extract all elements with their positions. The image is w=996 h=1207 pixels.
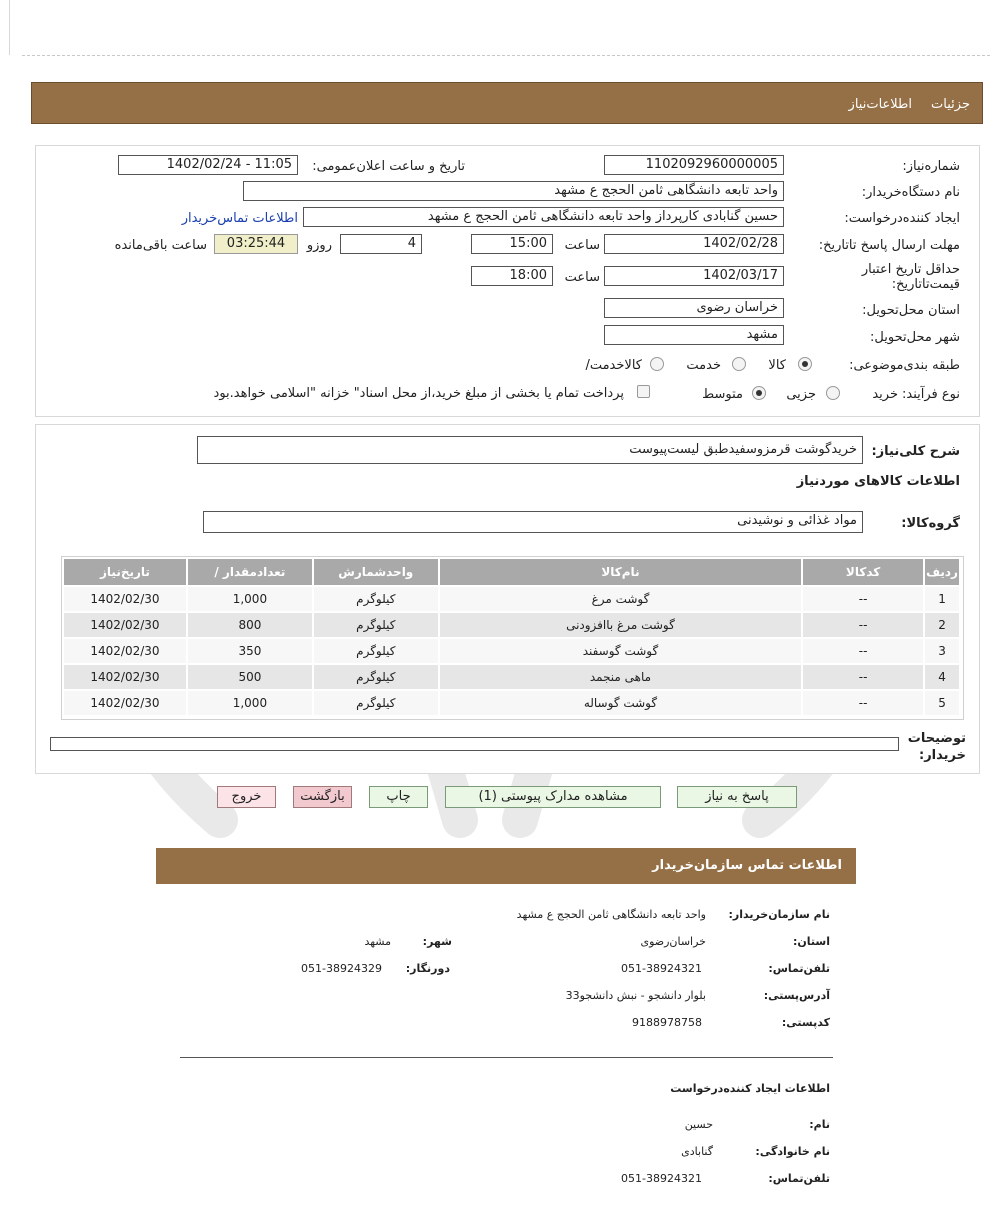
days-label: روزو [306,238,332,253]
treasury-payment-note: پرداخت تمام یا بخشی از مبلغ خرید،از محل اسناد" خزانه "اسلامی خواهد.بود [213,386,624,401]
cell-unit: کیلوگرم [314,587,438,611]
province-label: استان محل‌تحویل: [862,303,960,318]
validity-label: حداقل تاریخ اعتبار قیمت‌تا‌تاریخ: [861,262,960,292]
table-row [64,613,959,637]
validity-hour-label: ساعت [564,270,600,285]
cell-row: 5 [925,691,959,715]
announce-date-field: 1402/02/24 - 11:05 [118,155,298,175]
process-label: نوع فرآیند: [902,387,960,402]
col-date: تاریخ‌نیاز [64,559,186,585]
goods-info-title: اطلاعات کالاهای موردنیاز [796,474,960,489]
contact-city-value: مشهد [364,935,391,948]
need-number-label: شماره‌نیاز: [902,159,960,174]
need-description-label: شرح کلی‌نیاز: [871,444,960,459]
creator-name-value: حسین [684,1118,713,1131]
exit-button[interactable]: خروج [217,786,276,808]
cell-name: ماهی منجمد [440,665,801,689]
need-description-field: خریدگوشت قرمزوسفیدطبق لیست‌پیوست [197,436,863,464]
buyer-contact-link[interactable]: اطلاعات تماس‌خریدار [181,211,298,226]
creator-phone-value: 051-38924321 [621,1172,702,1185]
back-button[interactable]: بازگشت [293,786,352,808]
category-service-radio[interactable] [732,357,746,371]
contact-postal-label: کد‌پستی: [781,1016,830,1029]
cell-code: -- [803,587,923,611]
cell-name: گوشت مرغ [440,587,801,611]
cell-unit: کیلوگرم [314,691,438,715]
buyer-org-field: واحد تابعه دانشگاهی ثامن الحجج ع مشهد [243,181,784,201]
creator-family-value: گنابادی [681,1145,713,1158]
category-both-radio[interactable] [650,357,664,371]
contact-postal-value: 9188978758 [632,1016,702,1029]
col-name: نام‌کالا [440,559,801,585]
page-header [31,82,983,124]
need-number-field: 1102092960000005 [604,155,784,175]
process-medium-radio[interactable] [752,386,766,400]
buyer-org-label: نام دستگاه‌خریدار: [861,185,960,200]
table-row [64,639,959,663]
deadline-label: مهلت ارسال پاسخ تا‌تاریخ: [818,238,960,253]
creator-label: ایجاد کننده‌درخواست: [844,211,960,226]
contact-section-header [156,848,856,884]
table-row [64,665,959,689]
col-row: ردیف [925,559,959,585]
creator-phone-label: تلفن‌تماس: [768,1172,830,1185]
creator-name-label: نام: [809,1118,830,1131]
cell-code: -- [803,665,923,689]
process-minor-label: جزیی [786,387,816,402]
respond-button[interactable]: پاسخ به نیاز [677,786,797,808]
cell-code: -- [803,639,923,663]
page-divider [22,55,990,56]
cell-date: 1402/02/30 [64,587,186,611]
cell-row: 3 [925,639,959,663]
table-row [64,691,959,715]
city-field: مشهد [604,325,784,345]
goods-group-field: مواد غذائی و نوشیدنی [203,511,863,533]
cell-quantity: 350 [188,639,312,663]
goods-group-label: گروه‌کالا: [901,516,960,531]
process-buy-label: خرید [872,387,898,402]
remaining-time: 03:25:44 [214,234,298,254]
contact-phone-label: تلفن‌تماس: [768,962,830,975]
announce-date-label: تاریخ و ساعت اعلان‌عمومی: [312,159,465,174]
deadline-hour-label: ساعت [564,238,600,253]
view-attachments-button[interactable]: مشاهده مدارک پیوستی (1) [445,786,661,808]
buyer-notes-label: توضیحات خریدار: [907,731,966,763]
cell-date: 1402/02/30 [64,613,186,637]
process-minor-radio[interactable] [826,386,840,400]
city-label: شهر محل‌تحویل: [870,330,960,345]
category-service-label: خدمت [686,358,721,373]
category-both-label: کالا‌خدمت/ [585,358,642,373]
cell-unit: کیلوگرم [314,613,438,637]
col-quantity: تعدادمقدار / [188,559,312,585]
cell-code: -- [803,691,923,715]
cell-quantity: 800 [188,613,312,637]
cell-unit: کیلوگرم [314,665,438,689]
items-table [62,557,961,717]
cell-date: 1402/02/30 [64,665,186,689]
cell-row: 4 [925,665,959,689]
cell-row: 2 [925,613,959,637]
contact-divider [180,1057,833,1058]
tab-need-info[interactable]: اطلاعات‌نیاز [848,97,912,112]
category-goods-label: کالا [768,358,786,373]
contact-section-title: اطلاعات تماس سازمان‌خریدار [652,858,842,873]
items-table-frame [61,556,964,720]
contact-province-value: خراسان‌رضوی [640,935,706,948]
org-name-label: نام سازمان‌خریدار: [728,908,830,921]
treasury-payment-checkbox[interactable] [637,385,650,398]
contact-fax-label: دورنگار: [405,962,450,975]
contact-address-label: آدرس‌پستی: [763,989,830,1002]
days-field: 4 [340,234,422,254]
page-border-left [9,0,10,55]
category-goods-radio[interactable] [798,357,812,371]
validity-time-field: 18:00 [471,266,553,286]
org-name-value: واحد تابعه دانشگاهی ثامن الحجج ع مشهد [516,908,706,921]
cell-unit: کیلوگرم [314,639,438,663]
print-button[interactable]: چاپ [369,786,428,808]
cell-row: 1 [925,587,959,611]
col-code: کدکالا [803,559,923,585]
creator-field: حسین گنابادی کارپرداز واحد تابعه دانشگاهی ثامن الحجج ع مشهد [303,207,784,227]
contact-phone-value: 051-38924321 [621,962,702,975]
cell-date: 1402/02/30 [64,639,186,663]
cell-quantity: 500 [188,665,312,689]
cell-code: -- [803,613,923,637]
col-unit: واحدشمارش [314,559,438,585]
contact-province-label: استان: [793,935,830,948]
remaining-label: ساعت باقی‌مانده [114,238,207,253]
cell-name: گوشت گوساله [440,691,801,715]
contact-fax-value: 051-38924329 [301,962,382,975]
deadline-time-field: 15:00 [471,234,553,254]
table-row [64,587,959,611]
cell-name: گوشت مرغ باافزودنی [440,613,801,637]
buyer-notes-field [50,737,899,751]
cell-quantity: 1,000 [188,587,312,611]
category-label: طبقه بندی‌موضوعی: [849,358,960,373]
tab-details[interactable]: جزئیات [931,97,970,112]
creator-section-title: اطلاعات ایجاد کننده‌درخواست [670,1082,830,1095]
process-medium-label: متوسط [702,387,743,402]
cell-date: 1402/02/30 [64,691,186,715]
cell-quantity: 1,000 [188,691,312,715]
contact-city-label: شهر: [422,935,452,948]
validity-date-field: 1402/03/17 [604,266,784,286]
cell-name: گوشت گوسفند [440,639,801,663]
contact-address-value: بلوار دانشجو - نبش دانشجو33 [565,989,706,1002]
deadline-date-field: 1402/02/28 [604,234,784,254]
creator-family-label: نام خانوادگی: [755,1145,830,1158]
province-field: خراسان رضوی [604,298,784,318]
